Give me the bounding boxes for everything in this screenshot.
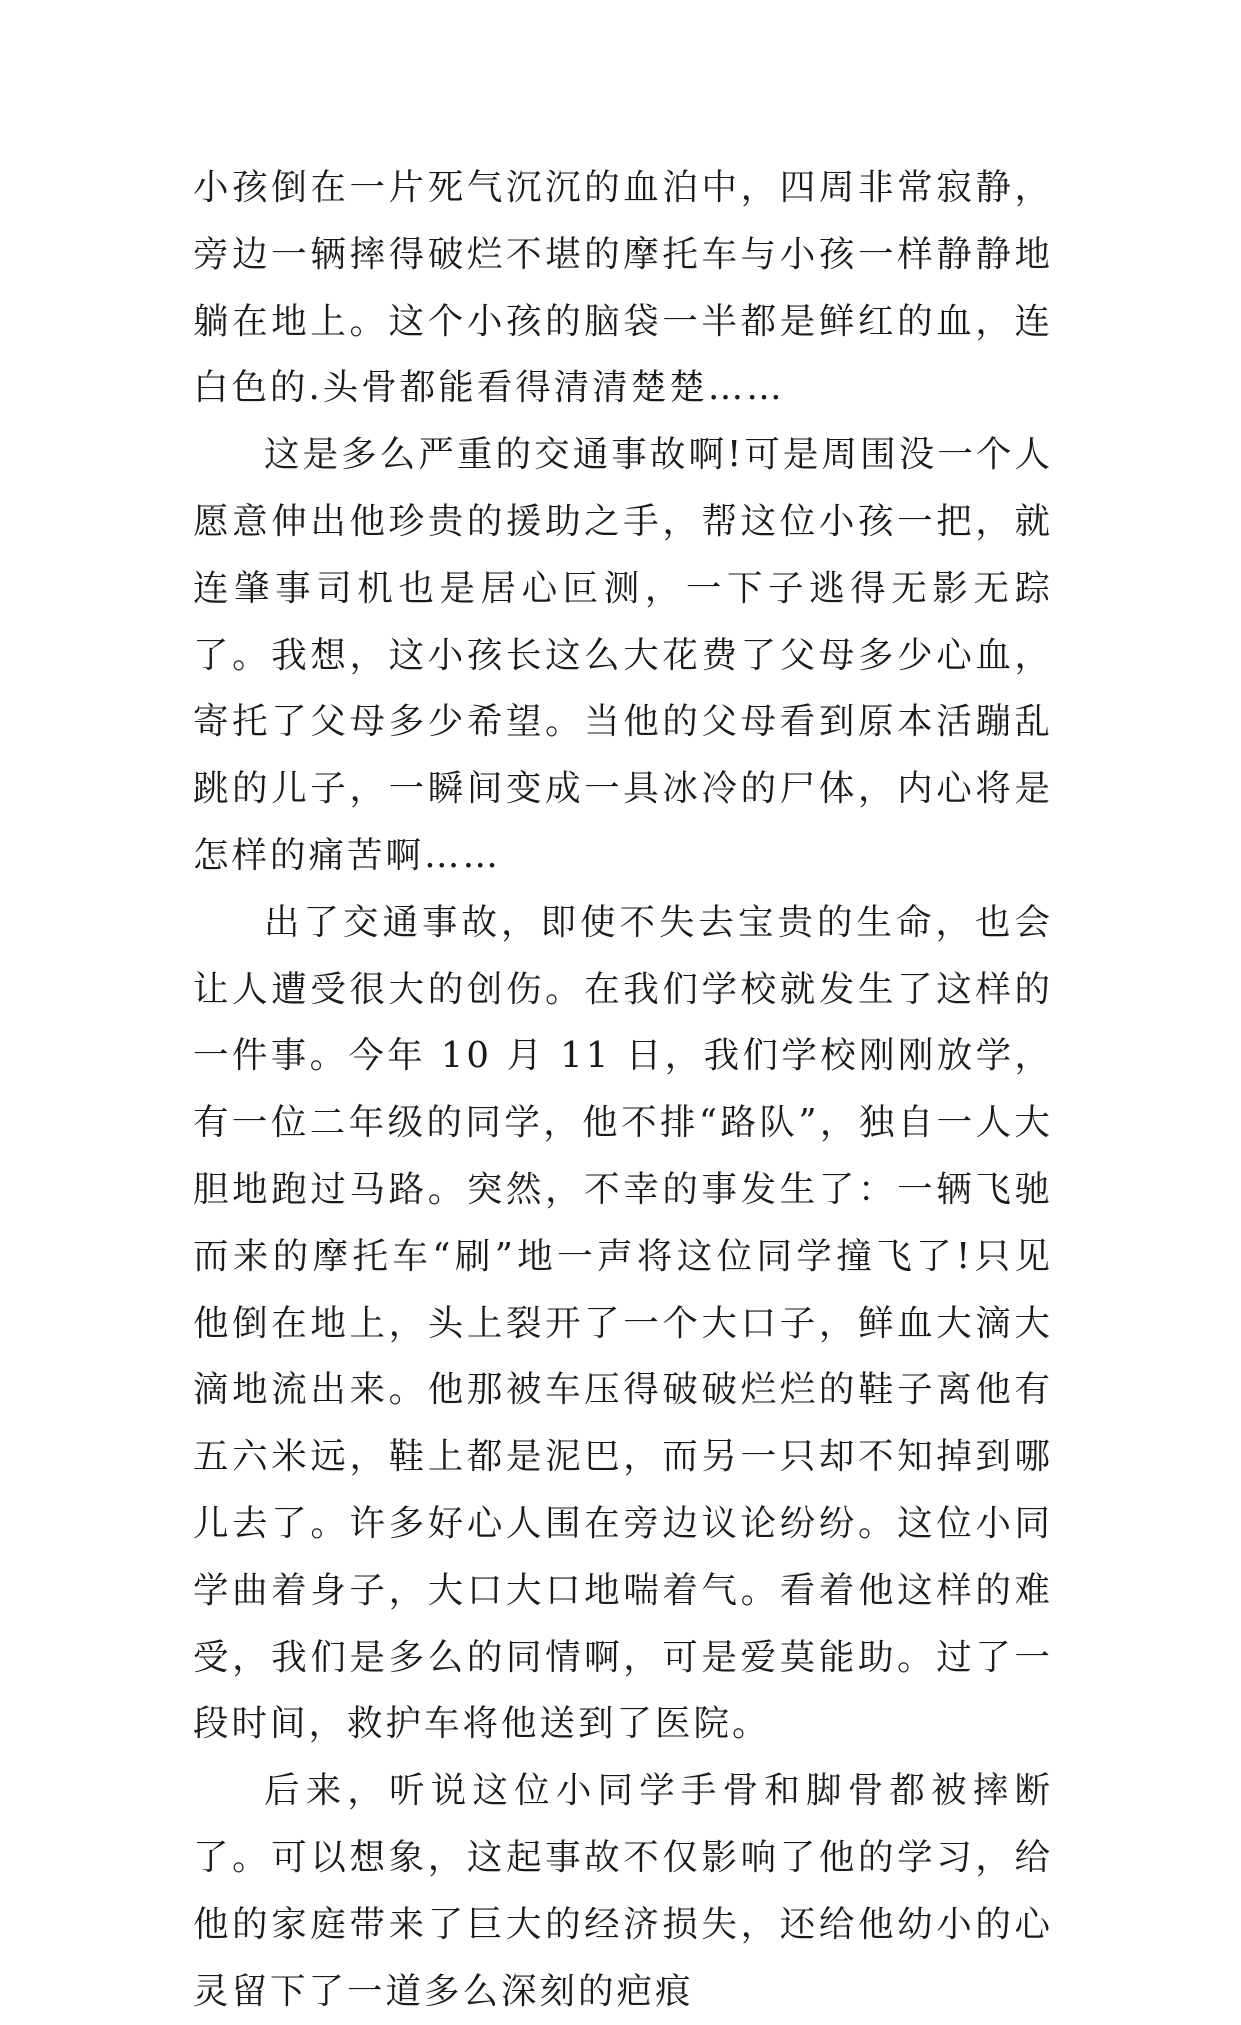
document-body [193, 155, 1053, 2025]
paragraph-3: 出了交通事故，即使不失去宝贵的生命，也会让人遭受很大的创伤。在我们学校就发生了这样的一件事。今年 10 月 11 日，我们学校刚刚放学，有一位二年级的同学，他不排“路队”，独自一人大胆地跑过马路。突然，不幸的事发生了：一辆飞驰而来的摩托车“刷”地一声将这位同学撞飞了!只见他倒在地上，头上裂开了一个大口子，鲜血大滴大滴地流出来。他那被车压得破破烂烂的鞋子离他有五六米远，鞋上都是泥巴，而另一只却不知掉到哪儿去了。许多好心人围在旁边议论纷纷。这位小同学曲着身子，大口大口地喘着气。看着他这样的难受，我们是多么的同情啊，可是爱莫能助。过了一段时间，救护车将他送到了医院。 [193, 901, 1053, 1745]
paragraph-2: 这是多么严重的交通事故啊!可是周围没一个人愿意伸出他珍贵的援助之手，帮这位小孩一把，就连肇事司机也是居心叵测，一下子逃得无影无踪了。我想，这小孩长这么大花费了父母多少心血，寄托了父母多少希望。当他的父母看到原本活蹦乱跳的儿子，一瞬间变成一具冰冷的尸体，内心将是怎样的痛苦啊…… [193, 434, 1053, 876]
paragraph-1: 小孩倒在一片死气沉沉的血泊中，四周非常寂静，旁边一辆摔得破烂不堪的摩托车与小孩一样静静地躺在地上。这个小孩的脑袋一半都是鲜红的血，连白色的.头骨都能看得清清楚楚…… [193, 167, 1053, 409]
paragraph-4: 后来，听说这位小同学手骨和脚骨都被摔断了。可以想象，这起事故不仅影响了他的学习，给他的家庭带来了巨大的经济损失，还给他幼小的心灵留下了一道多么深刻的疤痕 [193, 1770, 1053, 2012]
